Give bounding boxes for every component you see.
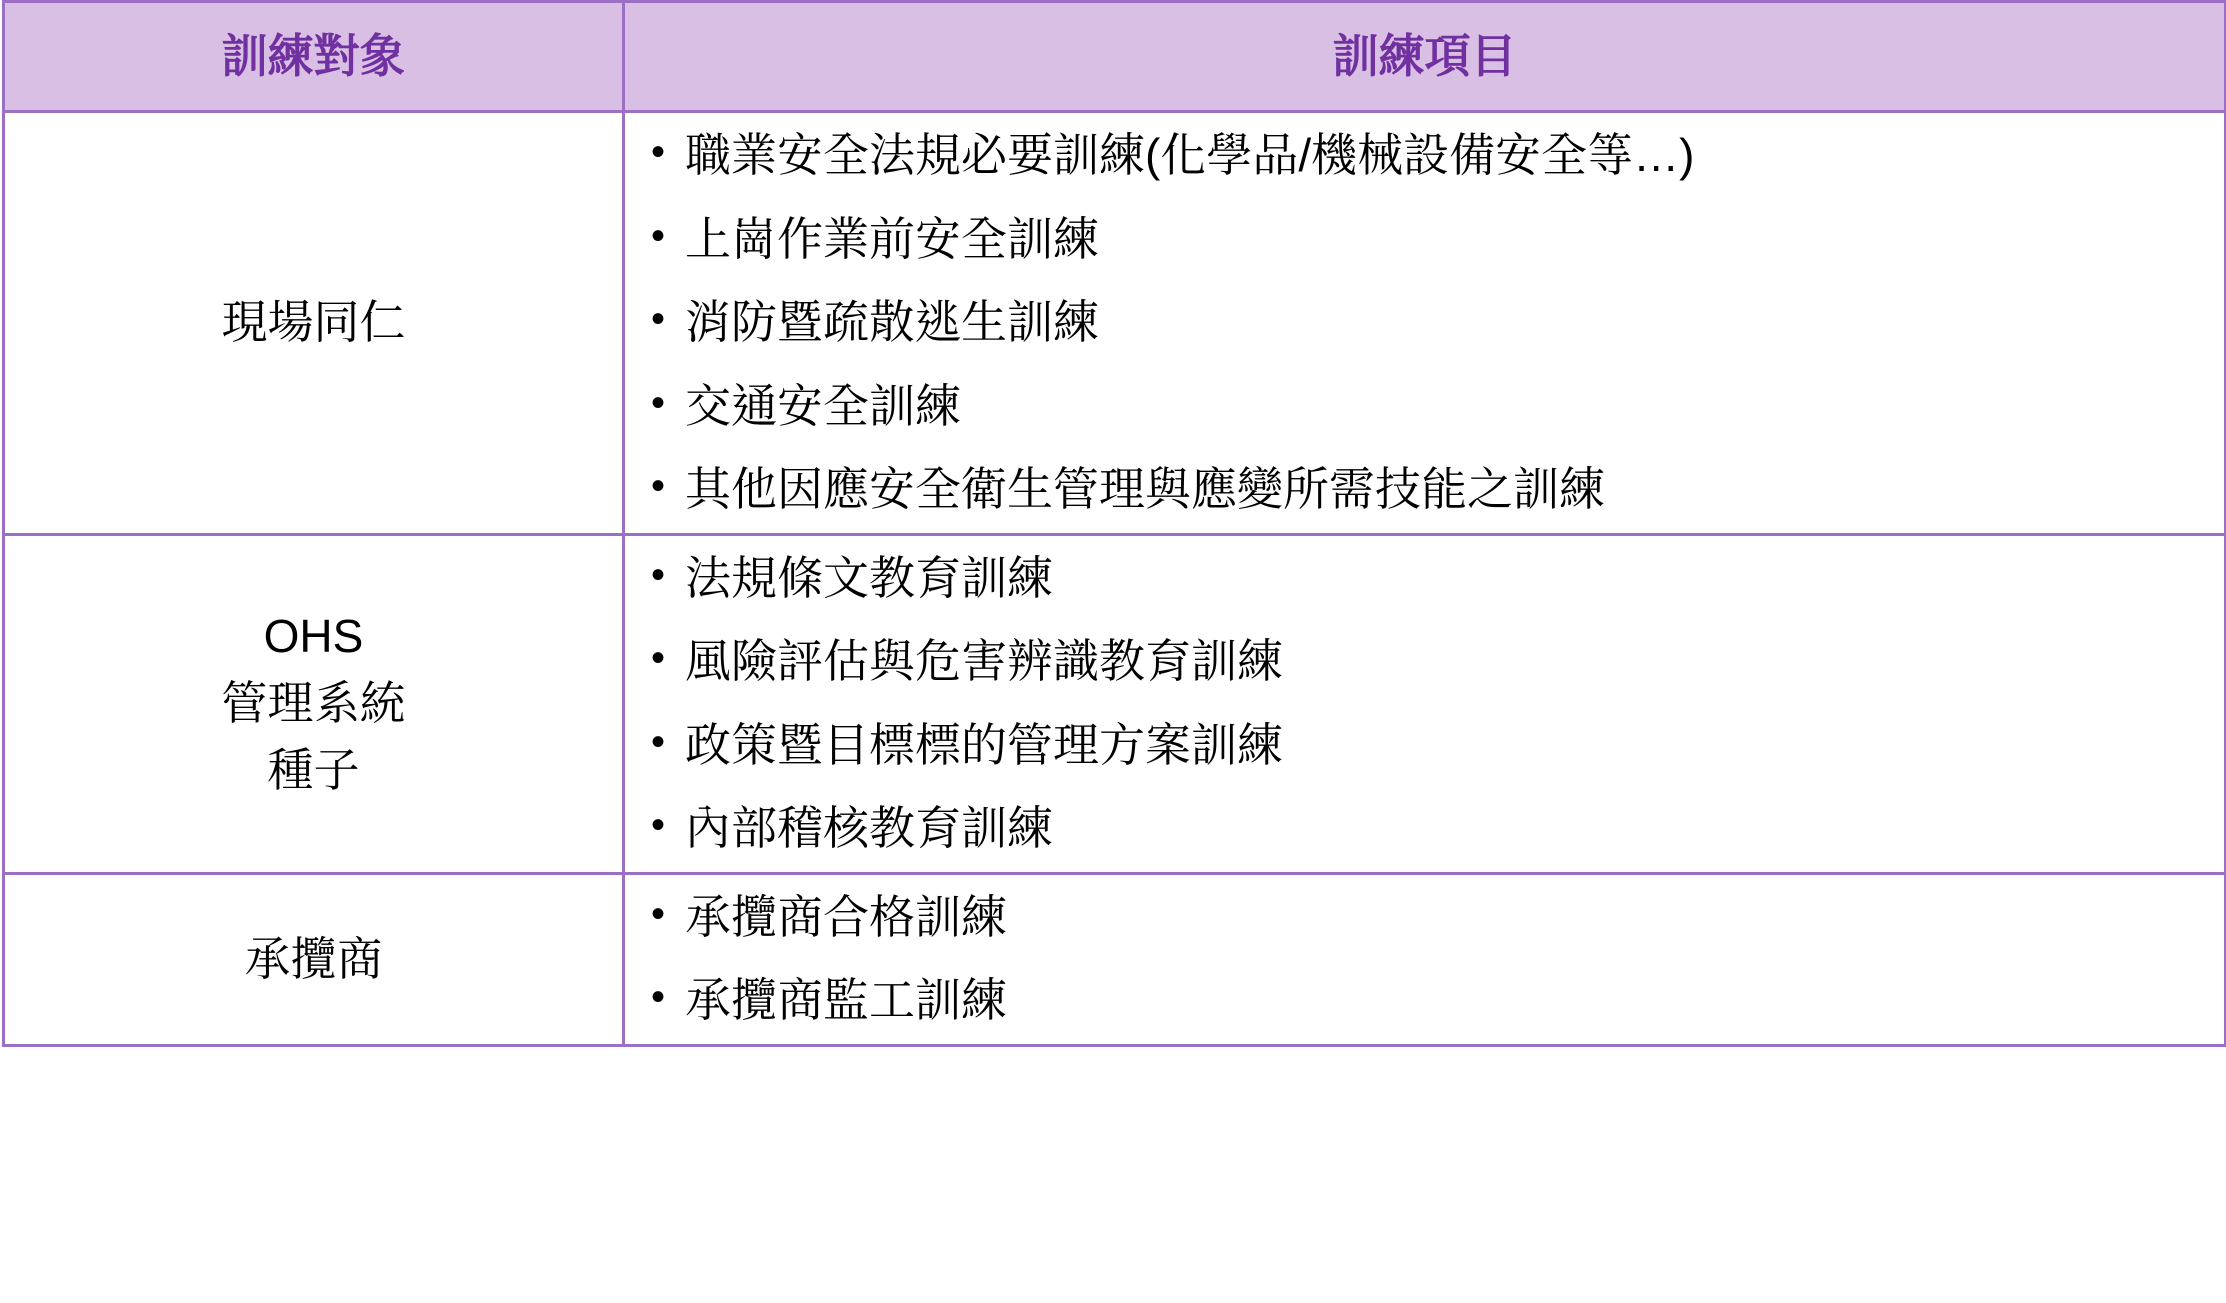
training-target-cell [4, 112, 624, 535]
training-target-line: 管理系統 [221, 677, 406, 730]
list-item: • 消防暨疏散逃生訓練 [649, 294, 2204, 352]
list-item: • 承攬商合格訓練 [649, 889, 2204, 947]
training-target-cell [4, 873, 624, 1045]
list-item: • 上崗作業前安全訓練 [649, 211, 2204, 269]
table-header [4, 2, 2226, 112]
training-table [2, 0, 2226, 1047]
training-target-line: 種子 [267, 743, 360, 796]
training-items-cell [624, 112, 2226, 535]
training-items-cell [624, 873, 2226, 1045]
list-item: • 其他因應安全衛生管理與應變所需技能之訓練 [649, 461, 2204, 519]
training-items-cell [624, 534, 2226, 873]
list-item: • 內部稽核教育訓練 [649, 800, 2204, 858]
table-header-row [4, 2, 2226, 112]
training-target-line: 現場同仁 [221, 296, 406, 349]
training-target-cell [4, 534, 624, 873]
list-item: • 風險評估與危害辨識教育訓練 [649, 633, 2204, 691]
column-header-training-items: 訓練項目 [624, 2, 2226, 112]
table-body [4, 112, 2226, 1046]
training-item-list [649, 889, 2204, 1030]
table-row [4, 112, 2226, 535]
list-item: • 法規條文教育訓練 [649, 550, 2204, 608]
list-item: • 承攬商監工訓練 [649, 972, 2204, 1030]
training-item-list [649, 127, 2204, 519]
training-item-list [649, 550, 2204, 858]
list-item: • 職業安全法規必要訓練(化學品/機械設備安全等…) [649, 127, 2204, 185]
list-item: • 政策暨目標標的管理方案訓練 [649, 717, 2204, 775]
training-target-line: 承攬商 [244, 932, 383, 985]
table-row [4, 534, 2226, 873]
training-target-line: OHS [263, 610, 364, 663]
list-item: • 交通安全訓練 [649, 378, 2204, 436]
column-header-training-target: 訓練對象 [4, 2, 624, 112]
table-row [4, 873, 2226, 1045]
